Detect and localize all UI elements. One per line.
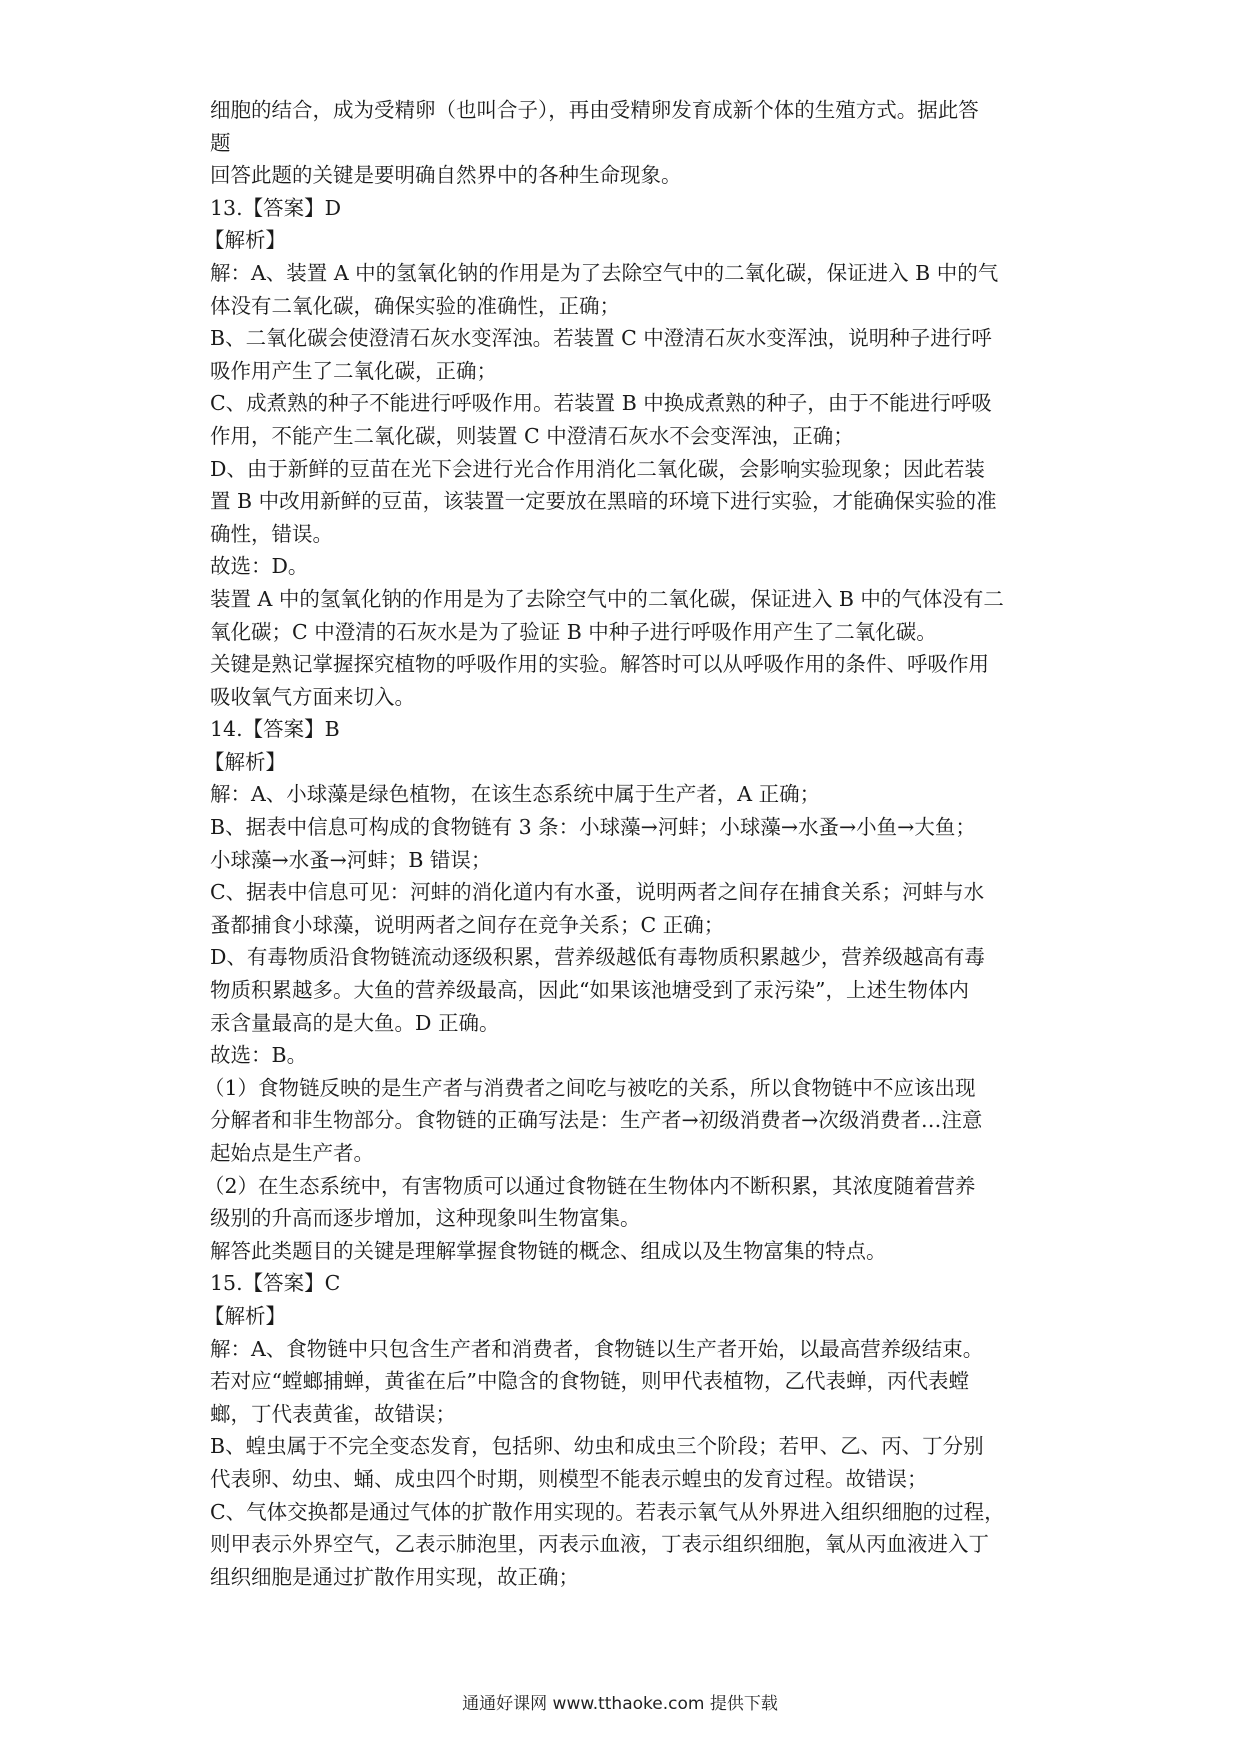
text-line: B、蝗虫属于不完全变态发育，包括卵、幼虫和成虫三个阶段；若甲、乙、丙、丁分别 xyxy=(210,1434,984,1459)
answer-heading-13: 13.【答案】D xyxy=(210,195,342,220)
text-line: 组织细胞是通过扩散作用实现，故正确； xyxy=(210,1564,579,1589)
text-line: 细胞的结合，成为受精卵（也叫合子），再由受精卵发育成新个体的生殖方式。据此答 xyxy=(210,98,979,122)
text-line: 则甲表示外界空气，乙表示肺泡里，丙表示血液，丁表示组织细胞，氧从丙血液进入丁 xyxy=(210,1532,989,1557)
text-line: 确性，错误。 xyxy=(210,521,333,546)
analysis-heading: 【解析】 xyxy=(204,1303,286,1328)
text-line: 物质积累越多。大鱼的营养级最高，因此“如果该池塘受到了汞污染”，上述生物体内 xyxy=(210,978,969,1003)
answer-heading-14: 14.【答案】B xyxy=(210,717,340,742)
text-line: （2）在生态系统中，有害物质可以通过食物链在生物体内不断积累，其浓度随着营养 xyxy=(204,1173,976,1198)
text-line: 级别的升高而逐步增加，这种现象叫生物富集。 xyxy=(210,1206,641,1231)
text-line: 关键是熟记掌握探究植物的呼吸作用的实验。解答时可以从呼吸作用的条件、呼吸作用 xyxy=(210,652,989,677)
text-line: 代表卵、幼虫、蛹、成虫四个时期，则模型不能表示蝗虫的发育过程。故错误； xyxy=(210,1466,928,1491)
text-line: 置 B 中改用新鲜的豆苗，该装置一定要放在黑暗的环境下进行实验，才能确保实验的准 xyxy=(210,489,997,514)
analysis-heading: 【解析】 xyxy=(204,228,286,253)
document-body xyxy=(204,94,1038,1593)
text-line: 小球藻→水蚤→河蚌；B 错误； xyxy=(210,847,492,872)
text-line: 回答此题的关键是要明确自然界中的各种生命现象。 xyxy=(210,163,682,188)
text-line: 作用，不能产生二氧化碳，则装置 C 中澄清石灰水不会变浑浊，正确； xyxy=(210,423,854,448)
text-line: 题 xyxy=(210,130,231,155)
text-line: 解：A、小球藻是绿色植物，在该生态系统中属于生产者，A 正确； xyxy=(210,782,821,807)
text-line: 解：A、食物链中只包含生产者和消费者，食物链以生产者开始，以最高营养级结束。 xyxy=(210,1336,984,1361)
answer-heading-15: 15.【答案】C xyxy=(210,1271,341,1296)
text-line: 分解者和非生物部分。食物链的正确写法是：生产者→初级消费者→次级消费者…注意 xyxy=(210,1108,983,1133)
text-line: 体没有二氧化碳，确保实验的准确性，正确； xyxy=(210,293,620,318)
text-line: 故选：B。 xyxy=(210,1043,308,1068)
text-line: 故选：D。 xyxy=(210,554,309,579)
text-line: 解答此类题目的关键是理解掌握食物链的概念、组成以及生物富集的特点。 xyxy=(210,1238,887,1263)
text-line: B、二氧化碳会使澄清石灰水变浑浊。若装置 C 中澄清石灰水变浑浊，说明种子进行呼 xyxy=(210,326,992,351)
page-footer: 通通好课网 www.tthaoke.com 提供下载 xyxy=(462,1694,778,1714)
text-line: 吸作用产生了二氧化碳，正确； xyxy=(210,358,497,383)
text-line: C、成煮熟的种子不能进行呼吸作用。若装置 B 中换成煮熟的种子，由于不能进行呼吸 xyxy=(210,391,992,416)
text-line: C、据表中信息可见：河蚌的消化道内有水蚤，说明两者之间存在捕食关系；河蚌与水 xyxy=(210,880,985,905)
text-line: D、有毒物质沿食物链流动逐级积累，营养级越低有毒物质积累越少，营养级越高有毒 xyxy=(210,945,985,970)
text-line: 若对应“螳螂捕蝉，黄雀在后”中隐含的食物链，则甲代表植物，乙代表蝉，丙代表螳 xyxy=(210,1369,969,1394)
text-line: B、据表中信息可构成的食物链有 3 条：小球藻→河蚌；小球藻→水蚤→小鱼→大鱼； xyxy=(210,815,976,840)
text-line: 氧化碳；C 中澄清的石灰水是为了验证 B 中种子进行呼吸作用产生了二氧化碳。 xyxy=(210,619,937,644)
analysis-heading: 【解析】 xyxy=(204,749,286,774)
text-line: 吸收氧气方面来切入。 xyxy=(210,684,415,709)
text-line: 汞含量最高的是大鱼。D 正确。 xyxy=(210,1010,500,1035)
text-line: 螂，丁代表黄雀，故错误； xyxy=(210,1401,456,1426)
text-line: 起始点是生产者。 xyxy=(210,1141,374,1165)
text-line: 蚤都捕食小球藻，说明两者之间存在竞争关系；C 正确； xyxy=(210,912,725,937)
text-line: D、由于新鲜的豆苗在光下会进行光合作用消化二氧化碳，会影响实验现象；因此若装 xyxy=(210,456,985,481)
text-line: 解：A、装置 A 中的氢氧化钠的作用是为了去除空气中的二氧化碳，保证进入 B 中的气 xyxy=(210,260,999,285)
text-line: （1）食物链反映的是生产者与消费者之间吃与被吃的关系，所以食物链中不应该出现 xyxy=(204,1075,976,1100)
text-line: 装置 A 中的氢氧化钠的作用是为了去除空气中的二氧化碳，保证进入 B 中的气体没有二 xyxy=(210,586,1004,611)
text-line: C、气体交换都是通过气体的扩散作用实现的。若表示氧气从外界进入组织细胞的过程， xyxy=(210,1499,1005,1524)
